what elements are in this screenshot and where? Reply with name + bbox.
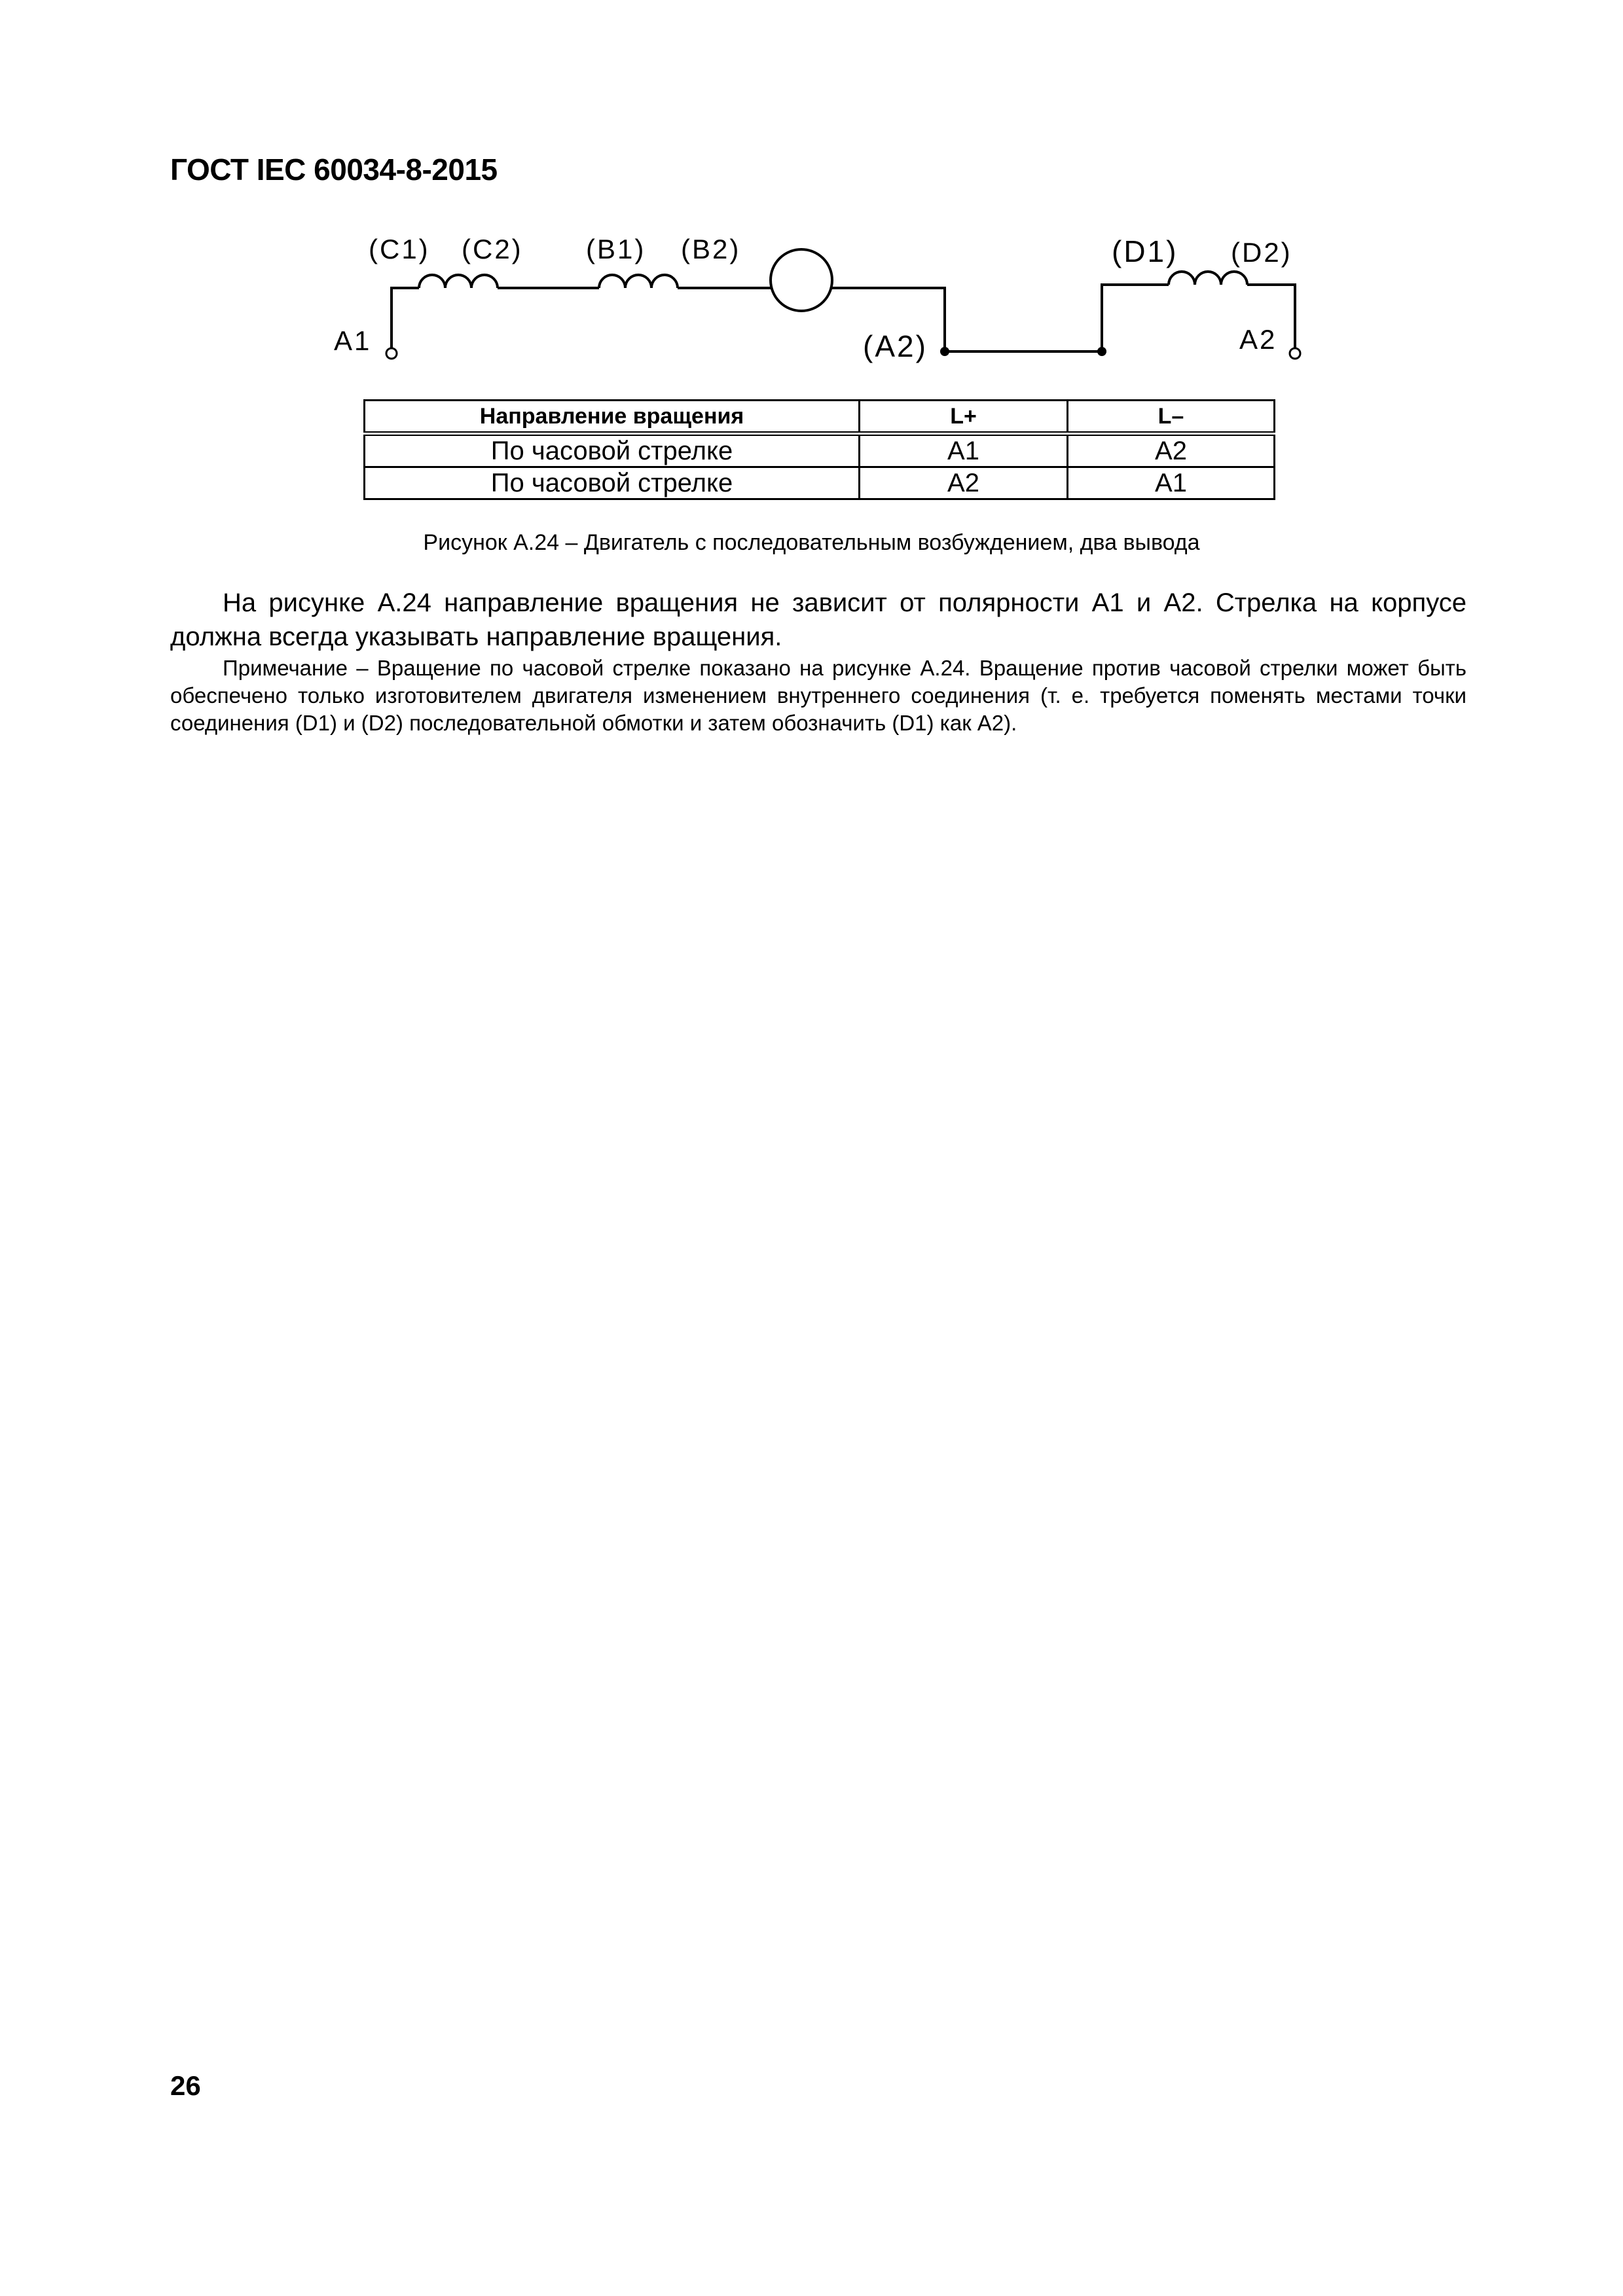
figure-caption: Рисунок A.24 – Двигатель с последовательным возбуждением, два вывода (423, 530, 1200, 555)
label-d1: (D1) (1112, 234, 1178, 268)
coil-c-symbol (419, 275, 498, 288)
motor-armature-symbol (771, 249, 832, 311)
label-a1: A1 (334, 325, 372, 356)
label-c1: (C1) (369, 234, 430, 264)
table-cell: A2 (1068, 434, 1275, 467)
table-header-row (365, 401, 1275, 434)
body-paragraph: На рисунке А.24 направление вращения не зависит от полярности A1 и A2. Стрелка на корпусе должна всегда указывать направление вращения. (170, 588, 1467, 651)
label-b1: (B1) (586, 234, 646, 264)
note-paragraph: Примечание – Вращение по часовой стрелке показано на рисунке А.24. Вращение против часовой стрелки может быть обеспечено только изготовителем двигателя изменением внутреннего соединения (т. е. требуется поменять местами точки соединения (D1) и (D2) последовательной обмотки и затем обозначить (D1) как A2). (170, 656, 1467, 735)
table-cell: A2 (860, 467, 1068, 499)
table-header-cell: Направление вращения (365, 401, 860, 434)
terminal-a1-symbol (386, 348, 397, 359)
table-cell: A1 (860, 434, 1068, 467)
label-c2: (C2) (462, 234, 523, 264)
terminal-a2-symbol (1290, 348, 1300, 359)
rotation-table (363, 399, 1275, 500)
label-b2: (B2) (681, 234, 741, 264)
table-header-cell: L+ (860, 401, 1068, 434)
wire-a1 (392, 288, 419, 348)
label-a2-right: A2 (1239, 324, 1277, 355)
wire-bridge-d1 (1102, 285, 1169, 351)
coil-b-symbol (599, 275, 678, 288)
table-cell: A1 (1068, 467, 1275, 499)
table-header-cell: L– (1068, 401, 1275, 434)
table-row (365, 467, 1275, 499)
page-number: 26 (170, 2070, 201, 2101)
table-cell: По часовой стрелке (365, 434, 860, 467)
wiring-diagram (0, 0, 1623, 393)
coil-d-symbol (1169, 272, 1247, 285)
label-d2: (D2) (1231, 237, 1292, 268)
label-a2-mid: (A2) (863, 329, 928, 363)
table-row (365, 434, 1275, 467)
junction-dot-a2 (940, 347, 949, 356)
standard-header: ГОСТ IEC 60034-8-2015 (170, 152, 498, 187)
table-cell: По часовой стрелке (365, 467, 860, 499)
junction-dot-d1 (1097, 347, 1106, 356)
